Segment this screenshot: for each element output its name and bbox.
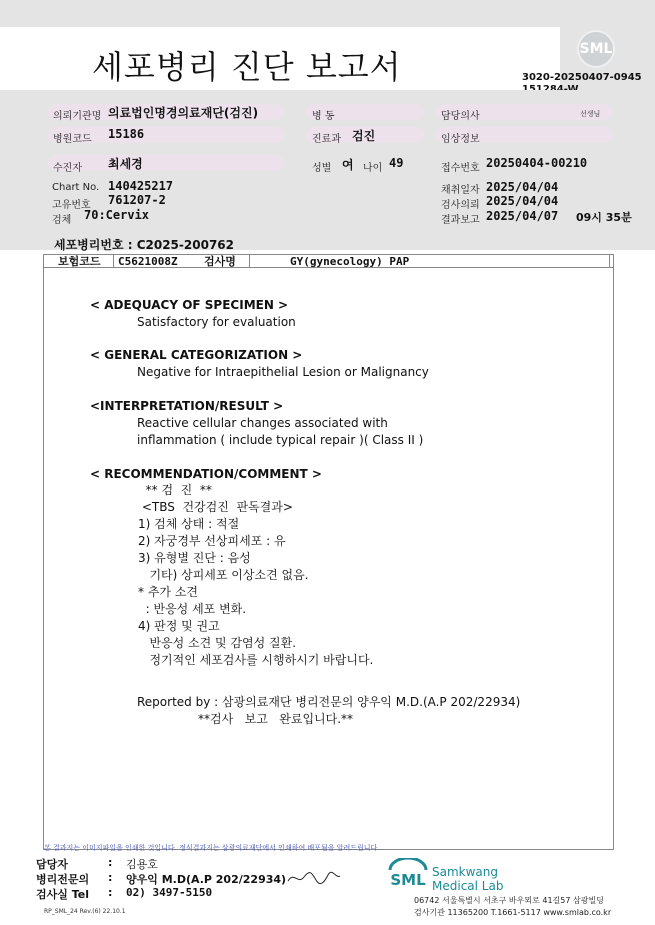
revision-code: RP_SML_24 Rev.(6) 22.10.1 bbox=[44, 908, 126, 915]
reported-by: Reported by : 삼광의료재단 병리전문의 양우익 M.D.(A.P 202/22934) bbox=[137, 695, 521, 709]
code-row-divider bbox=[113, 255, 114, 268]
clinical-info-label: 임상정보 bbox=[441, 134, 480, 145]
reported-date: 2025/04/07 bbox=[486, 209, 559, 223]
samkwang-logo-text: SML bbox=[390, 871, 426, 888]
company-name-line2: Medical Lab bbox=[432, 879, 504, 893]
doctor-label: 담당의사 bbox=[441, 111, 480, 122]
samkwang-logo bbox=[386, 858, 430, 888]
comment-line: ** 검 진 ** bbox=[138, 483, 212, 497]
pathologist-value: 양우익 M.D(A.P 202/22934) bbox=[126, 873, 287, 886]
company-address: 06742 서울특별시 서초구 바우뫼로 41길57 삼광빌딩 bbox=[414, 896, 604, 905]
unique-no-value: 761207-2 bbox=[108, 193, 166, 207]
age-value: 49 bbox=[389, 156, 404, 170]
colon: : bbox=[108, 856, 113, 869]
company-registration: 검사기관 11365200 T.1661-5117 www.smlab.co.kr bbox=[414, 908, 612, 917]
comment-line: : 반응성 세포 변화. bbox=[138, 602, 247, 616]
pathologist-label: 병리전문의 bbox=[36, 873, 90, 886]
comment-line: 반응성 소견 및 감염성 질환. bbox=[138, 636, 297, 650]
comment-line: 기타) 상피세포 이상소견 없음. bbox=[138, 568, 309, 582]
recommendation-heading: < RECOMMENDATION/COMMENT > bbox=[90, 467, 322, 481]
interpretation-line-2: inflammation ( include typical repair )( Class II ) bbox=[137, 433, 424, 447]
interpretation-line-1: Reactive cellular changes associated with bbox=[137, 416, 388, 430]
requested-label: 검사의뢰 bbox=[441, 200, 480, 211]
sex-value: 여 bbox=[342, 158, 354, 172]
insurance-code-label: 보험코드 bbox=[58, 255, 101, 268]
reported-time: 09시 35분 bbox=[576, 211, 632, 224]
chart-no-value: 140425217 bbox=[108, 179, 174, 193]
reported-label: 결과보고 bbox=[441, 215, 480, 226]
collected-value: 2025/04/04 bbox=[486, 180, 559, 194]
receipt-no-label: 접수번호 bbox=[441, 163, 480, 174]
patient-label: 수진자 bbox=[53, 163, 82, 174]
report-body bbox=[43, 254, 614, 850]
comment-line: 1) 검체 상태 : 적절 bbox=[138, 517, 240, 531]
interpretation-heading: <INTERPRETATION/RESULT > bbox=[90, 399, 284, 413]
receipt-no-value: 20250404-00210 bbox=[486, 156, 588, 170]
signature-image bbox=[286, 869, 342, 887]
colon: : bbox=[108, 871, 113, 884]
insurance-code-value: C5621008Z bbox=[118, 255, 178, 268]
comment-line: 2) 자궁경부 선상피세포 : 유 bbox=[138, 534, 286, 548]
category-heading: < GENERAL CATEGORIZATION > bbox=[90, 348, 303, 362]
age-label: 나이 bbox=[363, 163, 383, 174]
hospital-code-label: 병원코드 bbox=[53, 134, 92, 145]
specimen-value: 70:Cervix bbox=[84, 208, 150, 222]
manager-label: 담당자 bbox=[36, 858, 68, 871]
department-label: 진료과 bbox=[312, 134, 341, 145]
institution-label: 의뢰기관명 bbox=[53, 111, 102, 122]
chart-no-label: Chart No. bbox=[52, 182, 100, 193]
ward-label: 병 동 bbox=[312, 111, 335, 122]
specimen-label: 검체 bbox=[52, 215, 72, 226]
comment-line: 4) 판정 및 권고 bbox=[138, 619, 220, 633]
report-id-line1: 3020-20250407-0945 bbox=[522, 72, 642, 83]
lab-tel-label: 검사실 Tel bbox=[36, 888, 89, 901]
colon: : bbox=[108, 886, 113, 899]
patient-name: 최세경 bbox=[108, 157, 143, 171]
comment-line: * 추가 소견 bbox=[138, 585, 198, 599]
comment-line: 정기적인 세포검사를 시행하시기 바랍니다. bbox=[138, 653, 374, 667]
adequacy-text: Satisfactory for evaluation bbox=[137, 315, 296, 329]
manager-value: 김용호 bbox=[126, 858, 158, 871]
adequacy-heading: < ADEQUACY OF SPECIMEN > bbox=[90, 298, 289, 312]
comment-line: <TBS 건강검진 판독결과> bbox=[138, 500, 293, 514]
company-name-line1: Samkwang bbox=[432, 865, 498, 879]
code-row-divider bbox=[249, 255, 250, 268]
unique-no-label: 고유번호 bbox=[52, 200, 91, 211]
sml-logo: SML bbox=[577, 30, 615, 68]
doctor-suffix: 선생님 bbox=[580, 110, 601, 118]
print-disclaimer: 본 결과지는 이미지파일을 인쇄한 것입니다. 정식결과지는 삼광의료재단에서 인쇄하여 배포됨을 알려드립니다. bbox=[44, 844, 380, 852]
department-value: 검진 bbox=[352, 129, 376, 143]
test-name-label: 검사명 bbox=[204, 255, 236, 268]
pathology-number: 세포병리번호 : C2025-200762 bbox=[54, 238, 234, 252]
comment-line: 3) 유형별 진단 : 음성 bbox=[138, 551, 251, 565]
completion-note: **검사 보고 완료입니다.** bbox=[198, 712, 354, 726]
document-title: 세포병리 진단 보고서 bbox=[92, 48, 402, 86]
institution-value: 의료법인명경의료재단(검진) bbox=[108, 106, 259, 120]
hospital-code-value: 15186 bbox=[108, 127, 145, 141]
test-code-row bbox=[44, 255, 613, 268]
collected-label: 채취일자 bbox=[441, 185, 480, 196]
patient-pill bbox=[48, 155, 284, 171]
lab-tel-value: 02) 3497-5150 bbox=[126, 886, 213, 899]
category-text: Negative for Intraepithelial Lesion or Malignancy bbox=[137, 365, 429, 379]
requested-value: 2025/04/04 bbox=[486, 194, 559, 208]
code-row-divider bbox=[609, 255, 610, 268]
sex-label: 성별 bbox=[312, 163, 332, 174]
test-name-value: GY(gynecology) PAP bbox=[290, 255, 410, 268]
